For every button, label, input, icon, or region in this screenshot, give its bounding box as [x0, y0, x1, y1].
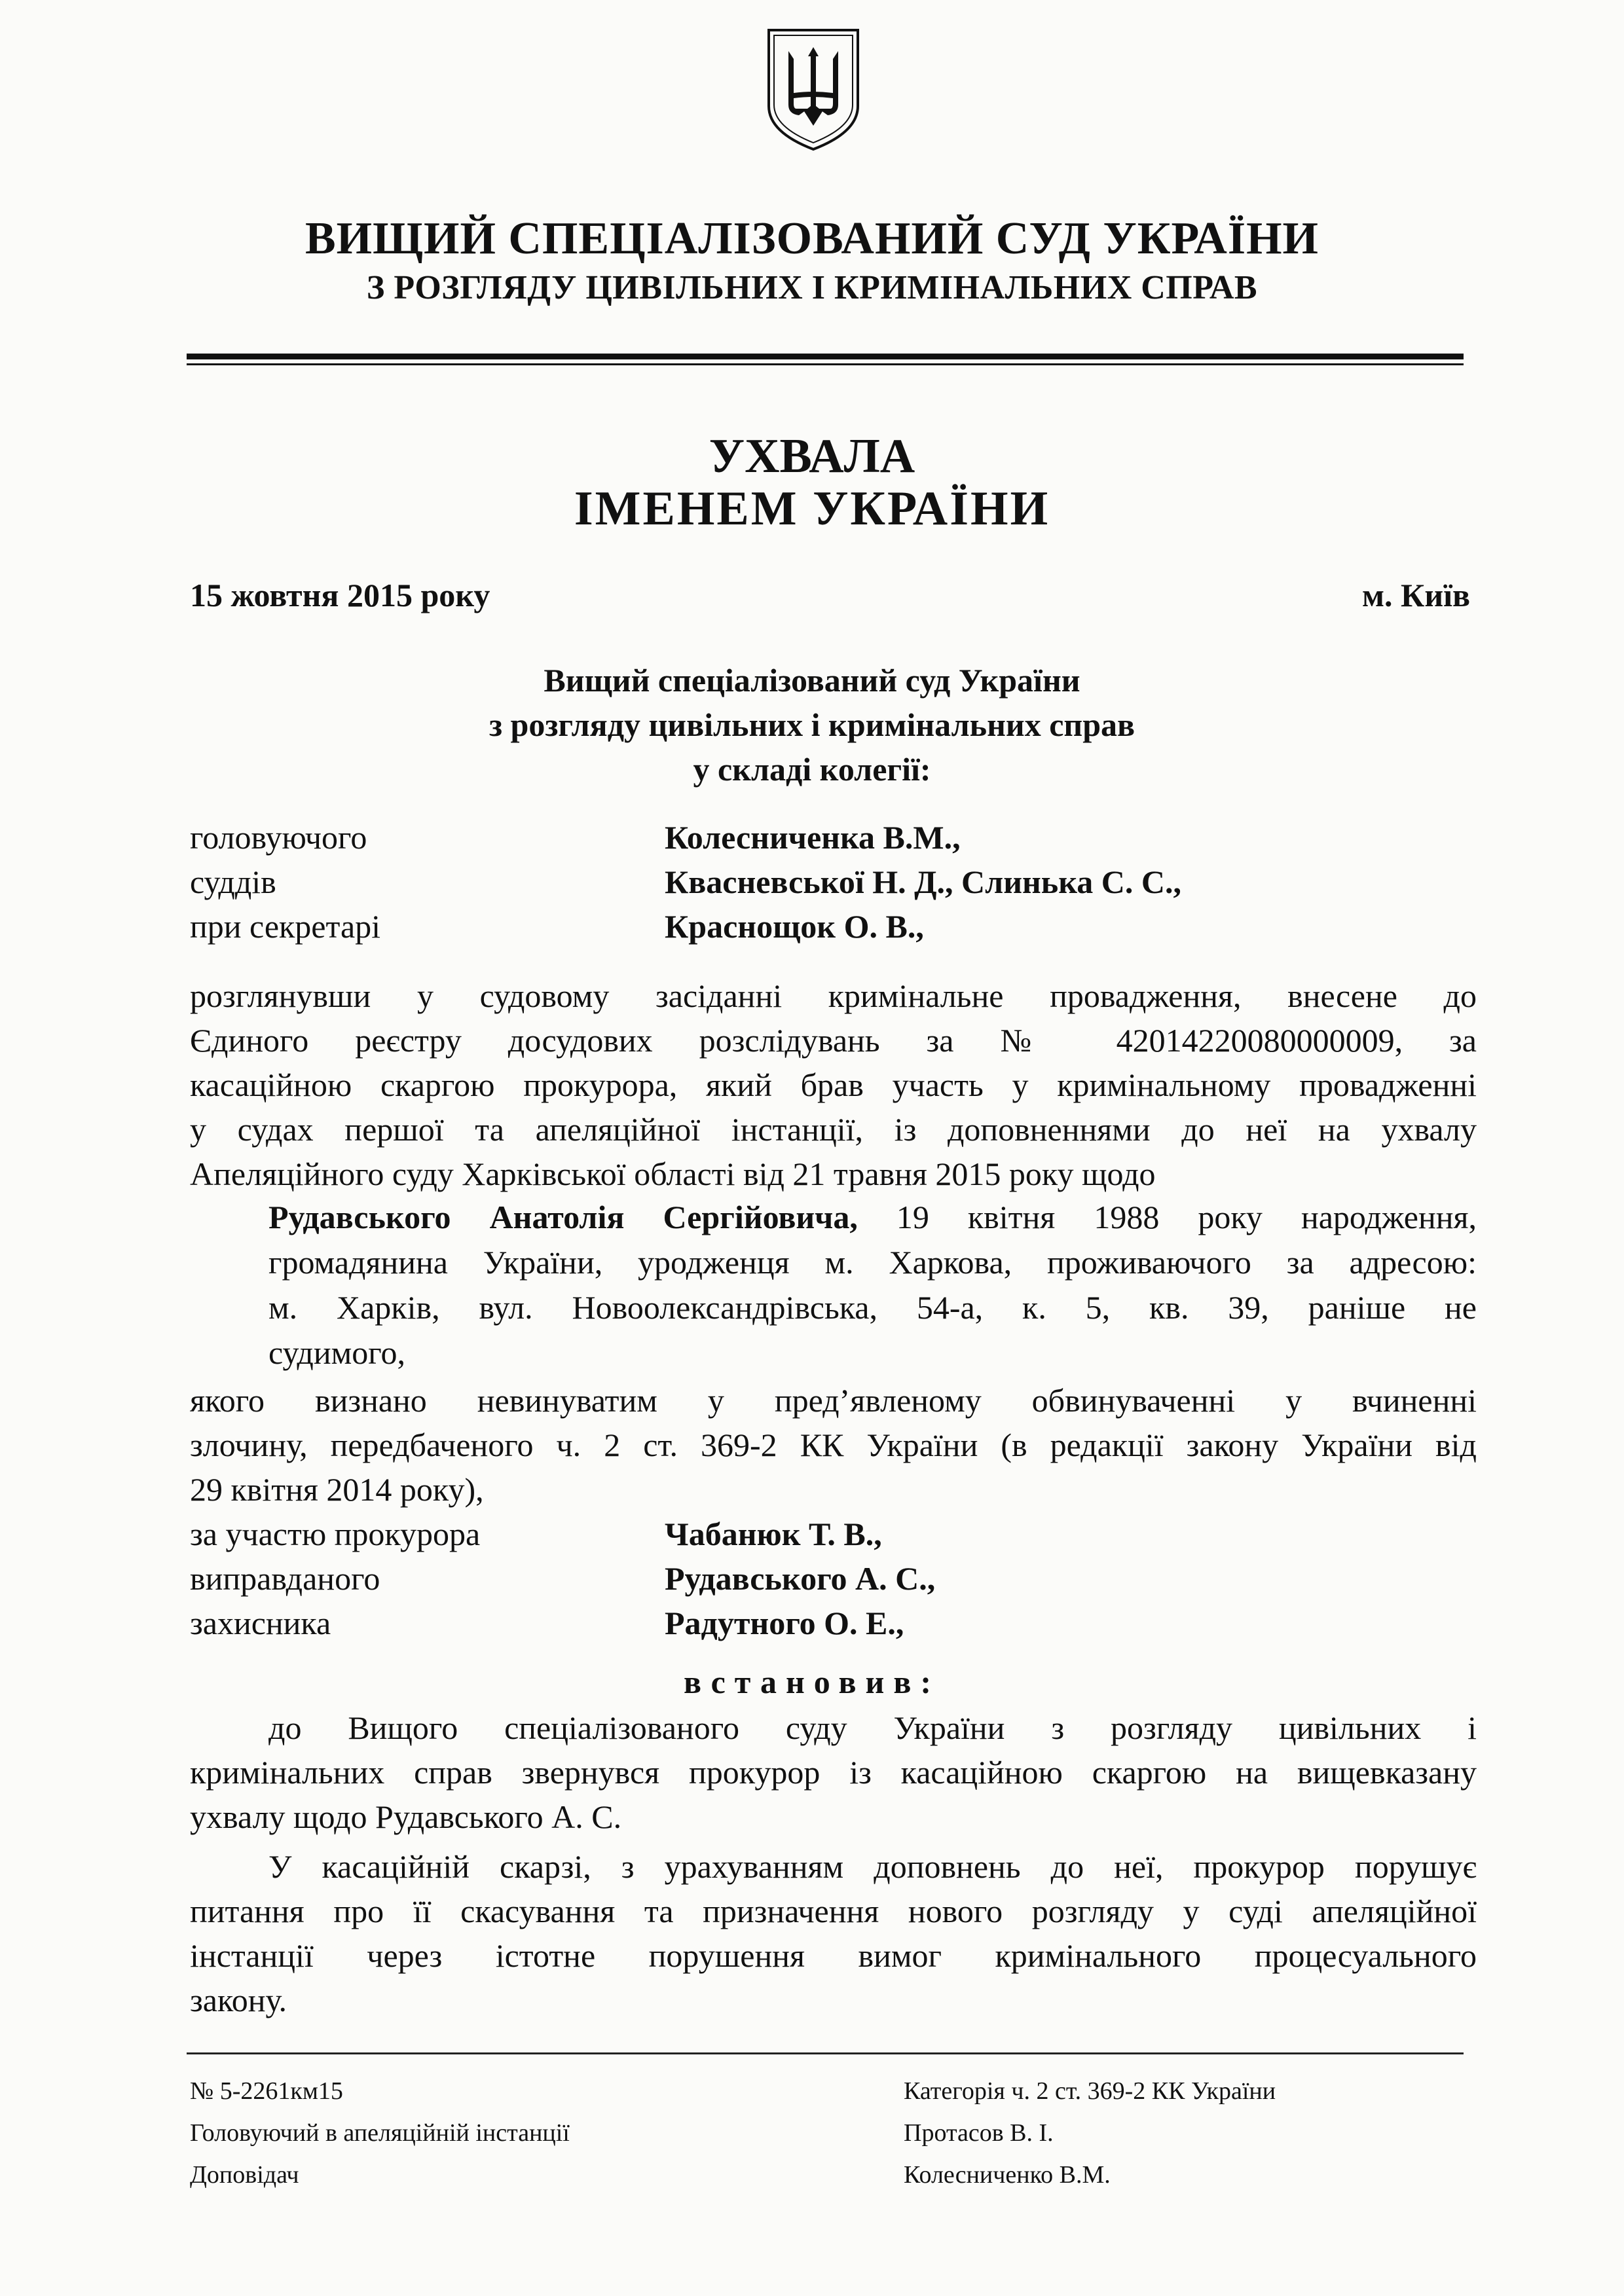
- panel-line1: Вищий спеціалізований суд України: [544, 662, 1080, 699]
- footer-rule: [187, 2052, 1464, 2054]
- body-line: кримінальних справ звернувся прокурор із касаційною скаргою на вищевказану: [190, 1754, 1477, 1791]
- court-name-line1: ВИЩИЙ СПЕЦІАЛІЗОВАНИЙ СУД УКРАЇНИ: [304, 213, 1319, 264]
- acquittal-line: злочину, передбаченого ч. 2 ст. 369-2 КК України (в редакції закону України від: [190, 1427, 1477, 1463]
- participant-label: виправданого: [190, 1560, 380, 1597]
- intro-line: розглянувши у судовому засіданні кримінальне провадження, внесене до: [190, 977, 1477, 1014]
- panel-line2: з розгляду цивільних і кримінальних справ: [489, 706, 1135, 743]
- intro-line: касаційною скаргою прокурора, який брав участь у кримінальному провадженні: [190, 1066, 1477, 1103]
- participant-value: Радутного О. Е.,: [665, 1605, 904, 1641]
- participant-value: Чабанюк Т. В.,: [665, 1516, 882, 1552]
- footer-rapporteur-label: Доповідач: [190, 2161, 299, 2189]
- defendant-name: Рудавського Анатолія Сергійовича,: [268, 1199, 858, 1235]
- acquittal-line: 29 квітня 2014 року),: [190, 1471, 484, 1508]
- body-line: питання про її скасування та призначення нового розгляду у суді апеляційної: [190, 1893, 1477, 1929]
- participant-value: Рудавського А. С.,: [665, 1560, 936, 1597]
- header-rule-thick: [187, 354, 1464, 359]
- document-date: 15 жовтня 2015 року: [190, 577, 490, 613]
- body-line: У касаційній скарзі, з урахуванням доповнень до неї, прокурор порушує: [268, 1848, 1477, 1885]
- intro-line: у судах першої та апеляційної інстанції, із доповненнями до неї на ухвалу: [190, 1111, 1477, 1148]
- composition-value: Колесниченка В.М.,: [665, 819, 961, 856]
- document-subtitle: ІМЕНЕМ УКРАЇНИ: [574, 482, 1050, 536]
- court-name-line2: З РОЗГЛЯДУ ЦИВІЛЬНИХ І КРИМІНАЛЬНИХ СПРАВ: [366, 269, 1258, 306]
- defendant-line1: [268, 1195, 1477, 1240]
- body-line: до Вищого спеціалізованого суду України з розгляду цивільних і: [268, 1709, 1477, 1746]
- body-line: інстанції через істотне порушення вимог кримінального процесуального: [190, 1937, 1477, 1974]
- participant-label: захисника: [190, 1605, 331, 1641]
- footer-presiding-label: Головуючий в апеляційній інстанції: [190, 2119, 570, 2147]
- panel-line3: у складі колегії:: [693, 751, 931, 788]
- footer-presiding-name: Протасов В. І.: [904, 2119, 1054, 2147]
- composition-value: Квасневської Н. Д., Слинька С. С.,: [665, 864, 1182, 900]
- coat-of-arms-icon: [765, 27, 862, 152]
- intro-line: Апеляційного суду Харківської області від 21 травня 2015 року щодо: [190, 1156, 1156, 1192]
- defendant-line3: м. Харків, вул. Новоолександрівська, 54-а, к. 5, кв. 39, раніше не: [268, 1289, 1477, 1326]
- established-heading: встановив:: [683, 1664, 940, 1700]
- composition-label: суддів: [190, 864, 276, 900]
- composition-label: при секретарі: [190, 908, 381, 945]
- body-line: закону.: [190, 1982, 287, 2018]
- defendant-block: [268, 1195, 1477, 1376]
- body-line: ухвалу щодо Рудавського А. С.: [190, 1798, 622, 1835]
- defendant-birth: 19 квітня 1988 року народження,: [857, 1199, 1477, 1235]
- acquittal-line: якого визнано невинуватим у пред’явленому обвинуваченні у вчиненні: [190, 1382, 1477, 1419]
- composition-label: головуючого: [190, 819, 367, 856]
- defendant-line4: судимого,: [268, 1334, 405, 1371]
- footer-rapporteur-name: Колесниченко В.М.: [904, 2161, 1111, 2189]
- header-rule-thin: [187, 363, 1464, 365]
- footer-case-number: № 5-2261км15: [190, 2077, 343, 2105]
- participant-label: за участю прокурора: [190, 1516, 481, 1552]
- intro-line: Єдиного реєстру досудових розслідувань за № 42014220080000009, за: [190, 1022, 1477, 1059]
- document-type: УХВАЛА: [709, 429, 915, 483]
- footer-category: Категорія ч. 2 ст. 369-2 КК України: [904, 2077, 1276, 2105]
- document-city: м. Київ: [1362, 577, 1471, 613]
- composition-value: Краснощок О. В.,: [665, 908, 924, 945]
- defendant-line2: громадянина України, уродженця м. Харкова, проживаючого за адресою:: [268, 1244, 1477, 1281]
